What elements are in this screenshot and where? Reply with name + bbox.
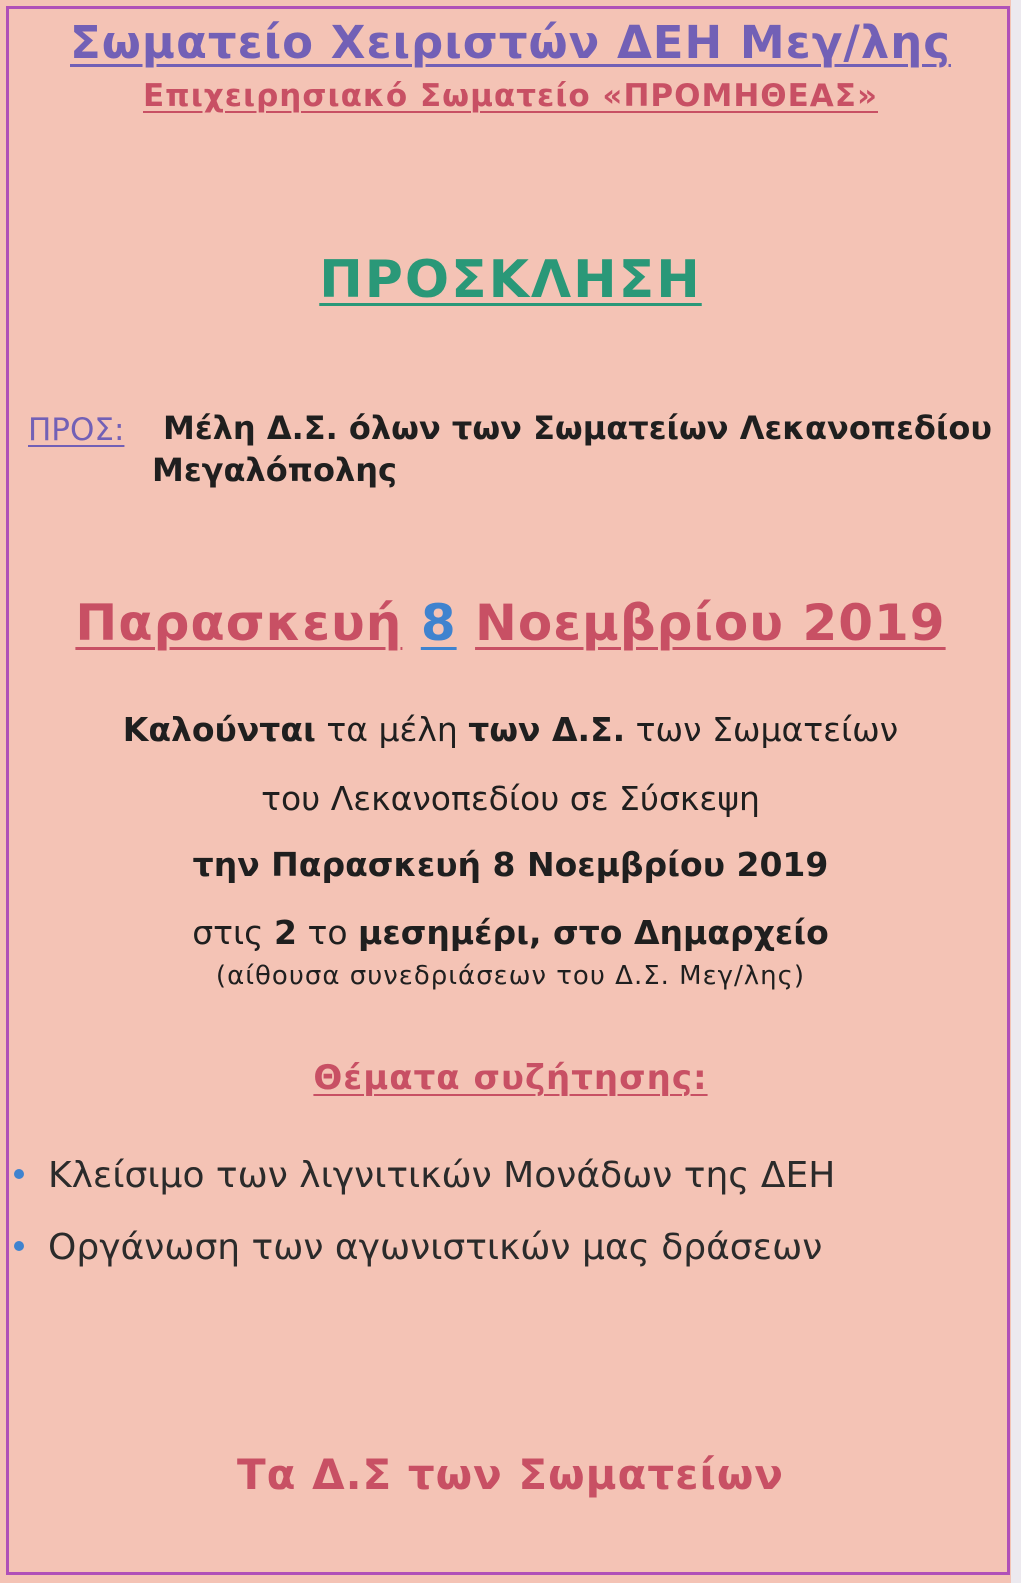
organization-title: Σωματείο Χειριστών ΔΕΗ Μεγ/λης: [70, 16, 951, 69]
body-line-1: [0, 710, 1021, 749]
body-line-4-part-4: μεσημέρι, στο Δημαρχείο: [358, 913, 829, 952]
list-item: [14, 1155, 835, 1196]
body-line-2: του Λεκανοπεδίου σε Σύσκεψη: [261, 779, 760, 818]
recipients-line-1: Μέλη Δ.Σ. όλων των Σωματείων Λεκανοπεδίου: [163, 409, 992, 447]
recipients-label: ΠΡΟΣ:: [28, 412, 125, 448]
list-item-text: Οργάνωση των αγωνιστικών μας δράσεων: [48, 1227, 823, 1268]
signature: Τα Δ.Σ των Σωματείων: [236, 1450, 785, 1499]
body-line-1-part-4: των Σωματείων: [625, 710, 899, 749]
body-line-1-part-1: Καλούνται: [122, 710, 316, 749]
organization-subtitle: Επιχειρησιακό Σωματείο «ΠΡΟΜΗΘΕΑΣ»: [143, 78, 878, 114]
body-line-1-part-3: των Δ.Σ.: [468, 710, 626, 749]
body-line-4-part-1: στις: [192, 913, 275, 952]
date-weekday: Παρασκευή: [75, 594, 403, 652]
list-item: [14, 1227, 822, 1268]
document-title: ΠΡΟΣΚΛΗΣΗ: [319, 250, 702, 310]
meeting-date-heading: [0, 594, 1021, 652]
recipients-line-2: Μεγαλόπολης: [152, 451, 397, 489]
body-line-1-part-2: τα μέλη: [315, 710, 469, 749]
body-line-4-part-2: 2: [274, 913, 297, 952]
date-month-year: Νοεμβρίου 2019: [475, 594, 946, 652]
body-line-4: [0, 913, 1021, 952]
body-line-3: την Παρασκευή 8 Νοεμβρίου 2019: [192, 845, 829, 884]
body-line-4-part-3: το: [297, 913, 359, 952]
bullet-icon: [14, 1169, 24, 1179]
venue-note: (αίθουσα συνεδριάσεων του Δ.Σ. Μεγ/λης): [215, 961, 806, 991]
list-item-text: Κλείσιμο των λιγνιτικών Μονάδων της ΔΕΗ: [48, 1155, 836, 1196]
topics-heading: Θέματα συζήτησης:: [313, 1058, 708, 1098]
date-day: 8: [420, 594, 457, 652]
bullet-icon: [14, 1241, 24, 1251]
